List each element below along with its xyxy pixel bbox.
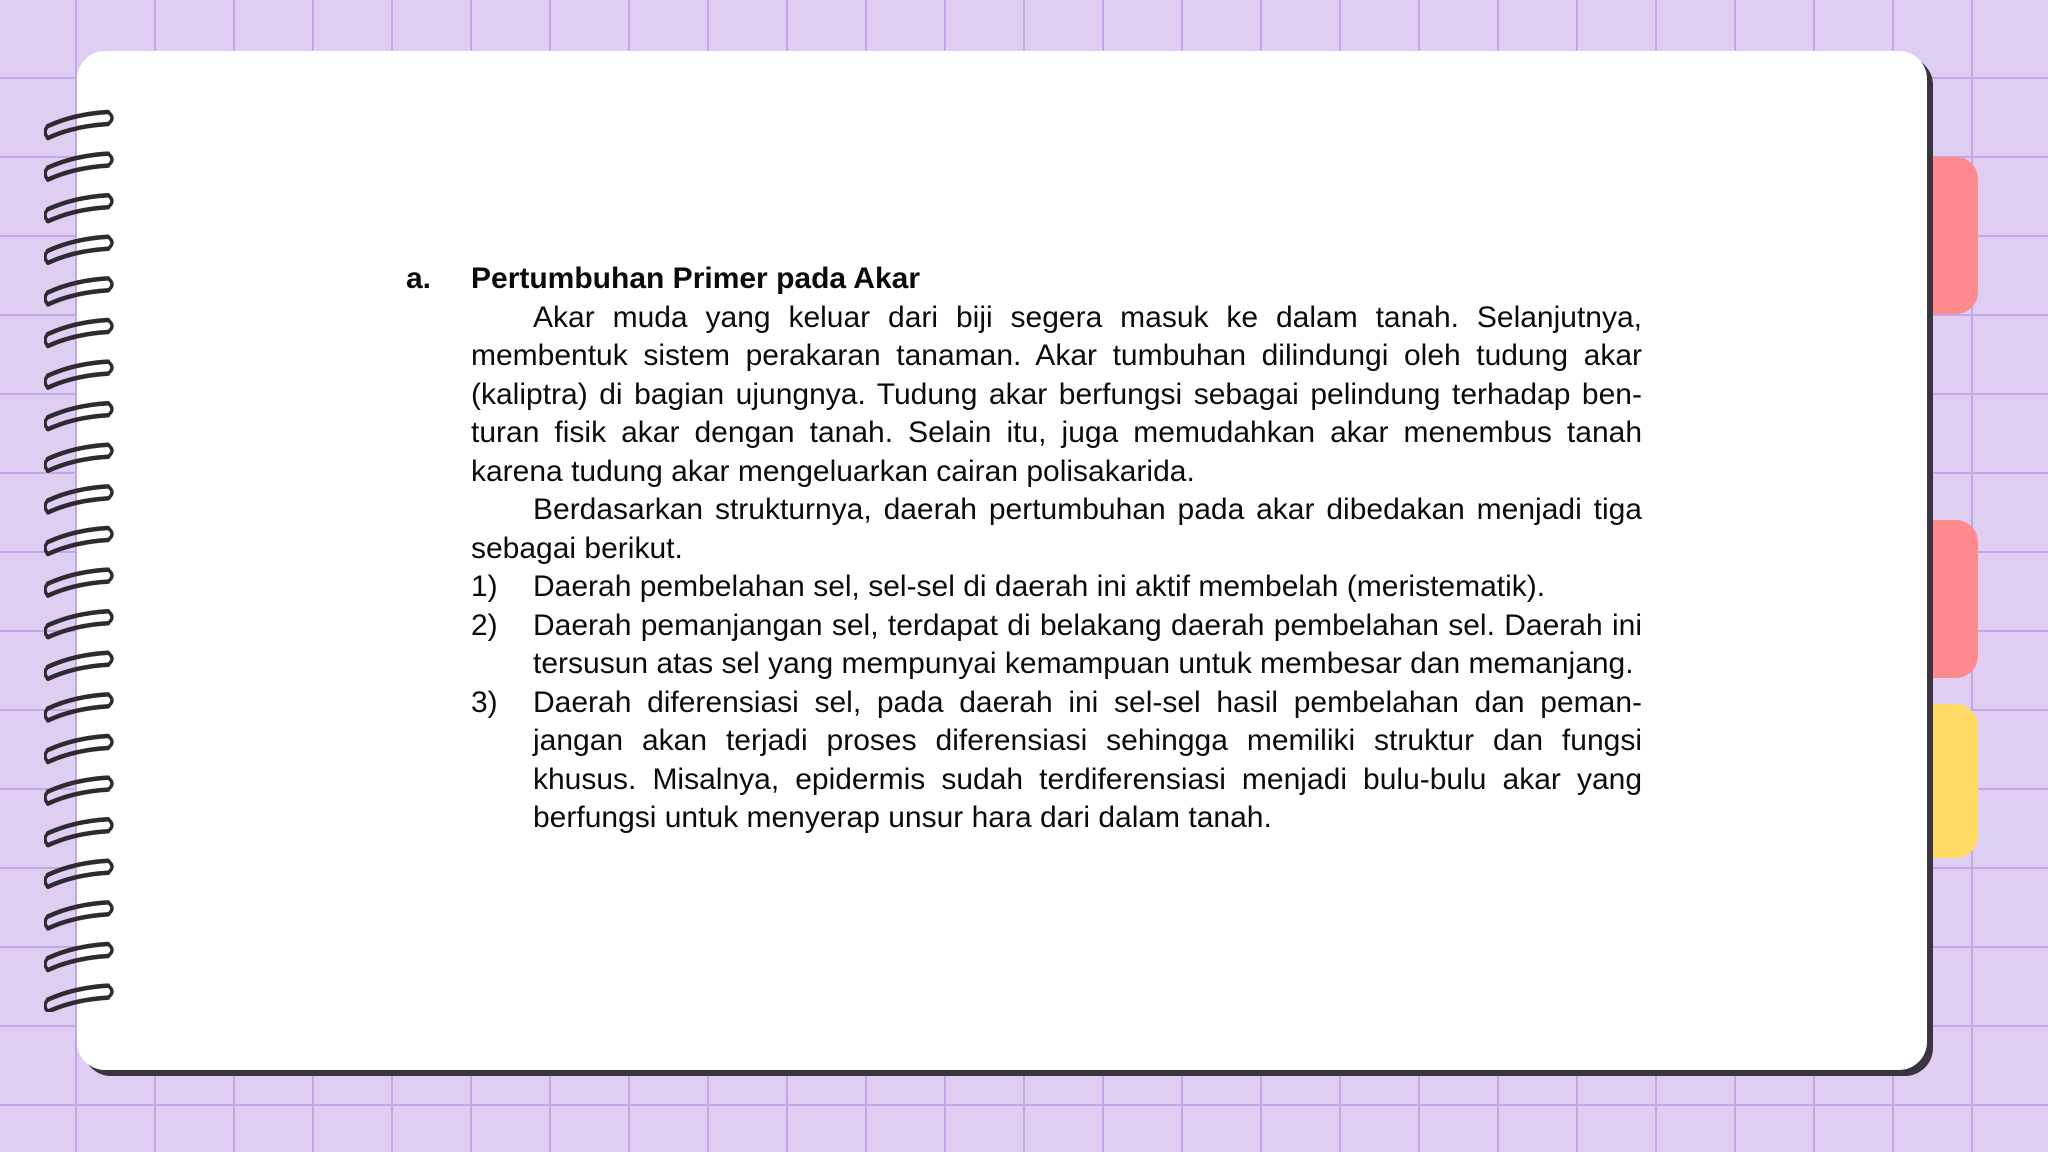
section-marker: a. <box>406 262 432 295</box>
document-content <box>406 260 1642 838</box>
list-item <box>471 684 1642 838</box>
paragraph-2: Berdasarkan strukturnya, daerah pertumbuhan pada akar dibedakan menjadi tiga sebagai berikut. <box>471 493 1642 565</box>
spiral-ring <box>45 528 112 554</box>
paragraph-1: Akar muda yang keluar dari biji segera masuk ke dalam tanah. Selanjutnya, membentuk sistem perakaran tanaman. Akar tumbuhan dilindungi oleh tudung akar (kaliptra) di bagian ujungnya. Tudung akar berfungsi sebagai pelindung terhadap benturan fisik akar dengan tanah. Selain itu, juga memudahkan akar menembus tanah karena tudung akar mengeluarkan cairan polisakarida. <box>471 300 1642 488</box>
spiral-ring <box>45 902 112 928</box>
spiral-ring <box>45 694 112 720</box>
spiral-ring <box>45 112 112 138</box>
section-heading <box>406 260 1642 299</box>
list-item <box>471 568 1642 607</box>
spiral-ring <box>45 653 112 679</box>
list-item <box>471 607 1642 684</box>
spiral-binding-icon <box>44 108 116 1012</box>
list-item-text: Daerah diferensiasi sel, pada daerah ini sel-sel hasil pembelahan dan pemanjangan akan terjadi proses diferensiasi sehingga memiliki struktur dan fungsi khusus. Misalnya, epidermis sudah terdiferensiasi menjadi bulu-bulu akar yang berfungsi untuk menyerap unsur hara dari dalam tanah. <box>533 685 1642 834</box>
spiral-ring <box>45 570 112 596</box>
spiral-ring <box>45 154 112 180</box>
spiral-ring <box>45 237 112 263</box>
section-title: Pertumbuhan Primer pada Akar <box>471 262 921 295</box>
spiral-ring <box>45 861 112 887</box>
spiral-ring <box>45 278 112 304</box>
spiral-ring <box>45 819 112 845</box>
list-item-text: Daerah pembelahan sel, sel-sel di daerah ini aktif membelah (meristematik). <box>533 570 1546 603</box>
spiral-ring <box>45 403 112 429</box>
spiral-ring <box>45 362 112 388</box>
spiral-ring <box>45 986 112 1012</box>
spiral-ring <box>45 486 112 512</box>
spiral-ring <box>45 736 112 762</box>
spiral-ring <box>45 778 112 804</box>
list-item-number: 1) <box>471 570 498 603</box>
spiral-ring <box>45 320 112 346</box>
spiral-ring <box>45 195 112 221</box>
spiral-ring <box>45 944 112 970</box>
list-item-number: 3) <box>471 685 498 719</box>
list-item-number: 2) <box>471 608 498 642</box>
list-item-text: Daerah pemanjangan sel, terdapat di belakang daerah pembelahan sel. Daerah ini tersusun atas sel yang mempunyai kemampuan untuk membesar dan memanjang. <box>533 608 1642 680</box>
spiral-ring <box>45 445 112 471</box>
spiral-ring <box>45 611 112 637</box>
